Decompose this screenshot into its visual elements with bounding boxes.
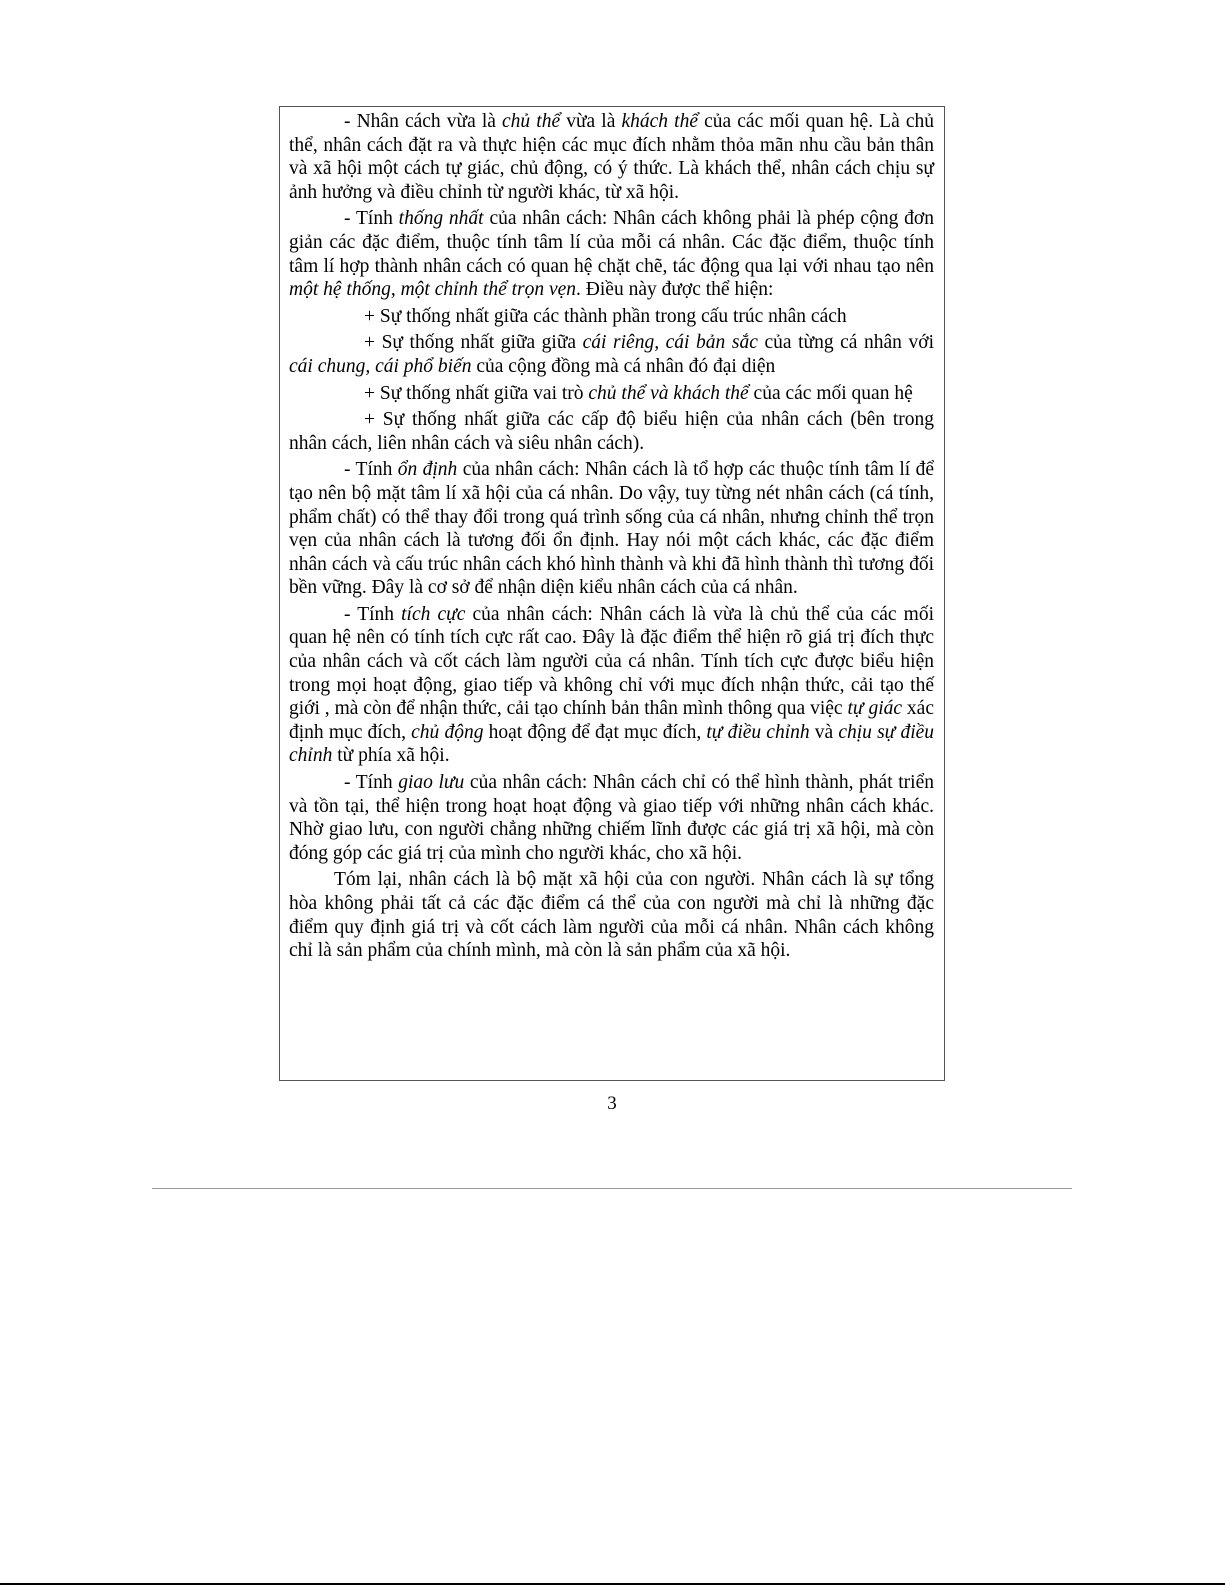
text-run: của từng cá nhân với	[757, 332, 934, 354]
text-run: của nhân cách: Nhân cách là tổ hợp các thuộc tính tâm lí để tạo nên bộ mặt tâm lí xã hội của cá nhân. Do vậy, tuy từng nét nhân cách (cá tính, phẩm chất) có thể thay đổi trong quá trình sống của cá nhân, nhưng chỉnh thể trọn vẹn của nhân cách là tương đối ổn định. Hay nói một cách khác, các đặc điểm nhân cách và cấu trúc nhân cách khó hình thành và khi đã hình thành thì tương đối bền vững. Đây là cơ sở để nhận diện kiểu nhân cách của cá nhân.	[289, 459, 934, 599]
text-run: của nhân cách: Nhân cách là vừa là chủ thể của các mối quan hệ nên có tính tích cực rất cao. Đây là đặc điểm thể hiện rõ giá trị đích thực của nhân cách và cốt cách làm người của cá nhân. Tính tích cực được biểu hiện trong mọi hoạt động, giao tiếp và không chỉ với mục đích nhận thức, cải tạo thế giới , mà còn để nhận thức, cải tạo chính bản thân mình thông qua việc	[289, 603, 934, 720]
bullet-unity-roles	[289, 382, 934, 406]
text-run: - Tính	[344, 772, 399, 794]
text-run: . Điều này được thể hiện:	[576, 279, 774, 301]
text-run: + Sự thống nhất giữa các thành phần trong cấu trúc nhân cách	[364, 305, 847, 327]
text-run: - Tính	[344, 208, 399, 230]
text-run: xác định mục đích,	[289, 698, 934, 743]
italic-term: chủ động	[411, 721, 484, 743]
paragraph-stability	[289, 458, 934, 600]
italic-term: cái riêng, cái bản sắc	[582, 332, 758, 354]
bordered-text-box	[279, 106, 945, 1081]
page-number: 3	[607, 1093, 617, 1114]
italic-term: chủ thể và khách thể	[588, 382, 749, 404]
italic-term: ổn định	[397, 459, 458, 481]
italic-term: cái chung, cái phổ biến	[289, 355, 472, 377]
text-run: - Tính	[344, 603, 402, 625]
italic-term: chủ thể	[502, 111, 561, 132]
text-run: của các mối quan hệ	[748, 382, 913, 404]
paragraph-summary	[289, 868, 934, 962]
italic-term: giao lưu	[398, 772, 465, 794]
paragraph-subject-object	[289, 110, 934, 204]
text-run: của các mối quan hệ. Là chủ thể, nhân cách đặt ra và thực hiện các mục đích nhằm thỏa mãn nhu cầu bản thân và xã hội một cách tự giác, chủ động, có ý thức. Là khách thể, nhân cách chịu sự ảnh hưởng và điều chỉnh từ người khác, từ xã hội.	[289, 111, 935, 203]
text-run: hoạt động để đạt mục đích,	[483, 721, 707, 743]
bullet-unity-individual-common	[289, 331, 934, 378]
paragraph-communication	[289, 771, 934, 865]
text-run: Tóm lại, nhân cách là bộ mặt xã hội của con người. Nhân cách là sự tổng hòa không phải tất cả các đặc điểm cá thể của con người mà chỉ là những đặc điểm quy định giá trị và cốt cách làm người của mỗi cá nhân. Nhân cách không chỉ là sản phẩm của chính mình, mà còn là sản phẩm của xã hội.	[289, 869, 934, 962]
text-run: + Sự thống nhất giữa các cấp độ biểu hiện của nhân cách (bên trong nhân cách, liên nhân cách và siêu nhân cách).	[289, 409, 934, 454]
text-run: của nhân cách: Nhân cách chỉ có thể hình thành, phát triển và tồn tại, thể hiện trong hoạt hoạt động và giao tiếp với những nhân cách khác. Nhờ giao lưu, con người chẳng những chiếm lĩnh được các giá trị xã hội, mà còn đóng góp các giá trị của mình cho người khác, cho xã hội.	[289, 772, 934, 864]
bullet-unity-components	[289, 305, 934, 329]
text-run: vừa là	[560, 111, 622, 132]
text-run: và	[809, 721, 839, 743]
paragraph-activeness	[289, 603, 934, 768]
text-run: từ phía xã hội.	[332, 745, 450, 767]
italic-term: một hệ thống, một chỉnh thể trọn vẹn	[289, 279, 577, 301]
italic-term: chịu sự điều chỉnh	[289, 721, 935, 767]
text-run: của nhân cách: Nhân cách không phải là phép cộng đơn giản các đặc điểm, thuộc tính tâm lí của mỗi cá nhân. Các đặc điểm, thuộc tính tâm lí hợp thành nhân cách có quan hệ chặt chẽ, tác động qua lại với nhau tạo nên	[289, 208, 934, 277]
page-divider	[152, 1188, 1072, 1189]
italic-term: tích cực	[401, 603, 466, 625]
text-run: - Nhân cách vừa là	[344, 111, 503, 132]
text-run: + Sự thống nhất giữa vai trò	[364, 382, 589, 404]
italic-term: thống nhất	[398, 208, 484, 230]
paragraph-unity	[289, 207, 934, 301]
bullet-unity-levels	[289, 408, 934, 455]
italic-term: khách thể	[621, 111, 698, 132]
italic-term: tự điều chỉnh	[706, 721, 810, 743]
text-run: - Tính	[344, 459, 398, 481]
text-run: + Sự thống nhất giữa giữa	[364, 332, 583, 354]
text-run: của cộng đồng mà cá nhân đó đại diện	[471, 355, 776, 377]
italic-term: tự giác	[847, 698, 903, 720]
